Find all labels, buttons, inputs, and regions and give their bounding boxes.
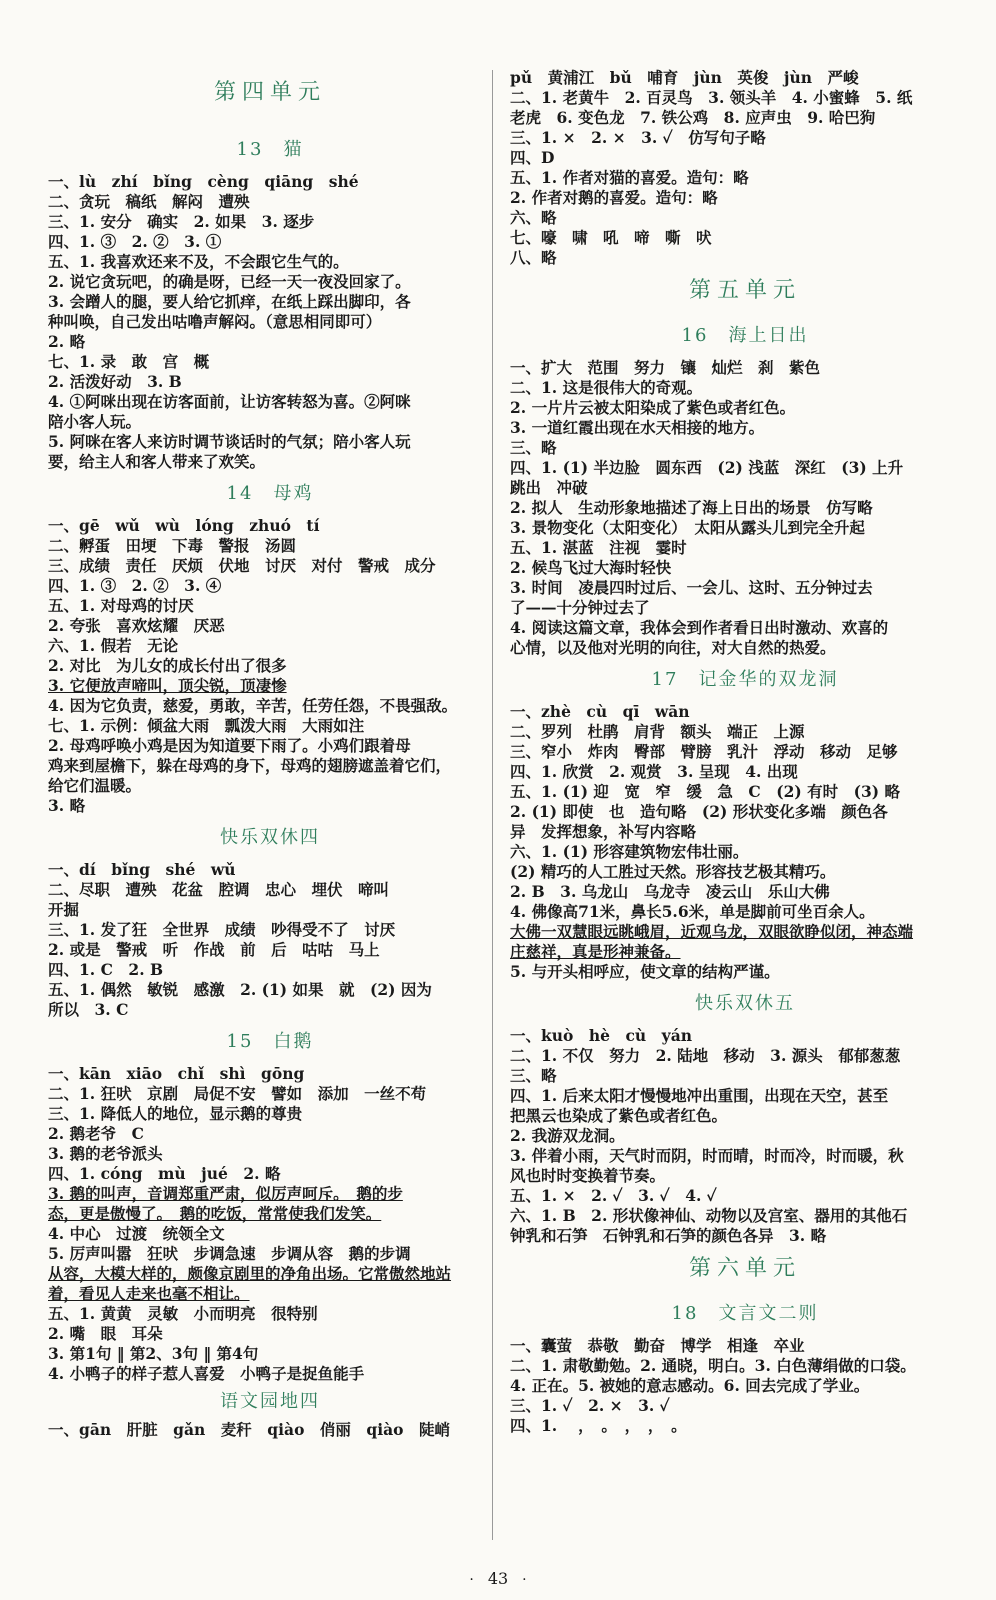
answer-line: 2. 略: [48, 332, 86, 351]
left-column: [0, 0, 492, 1540]
answer-line: 2. 候鸟飞过大海时轻快: [510, 558, 672, 577]
answer-line: 陪小客人玩。: [48, 412, 142, 431]
answer-line: 七、1. 示例：倾盆大雨 瓢泼大雨 大雨如注: [48, 716, 365, 735]
continued-answers: [510, 68, 980, 268]
answer-line: 4. 中心 过渡 统领全文: [48, 1224, 225, 1243]
answer-line: 四、1. ③ 2. ② 3. ④: [48, 576, 222, 595]
answer-line: 七、嚎 啸 吼 啼 嘶 吠: [510, 228, 712, 247]
answer-line: 4. 佛像高71米，鼻长5.6米，单是脚前可坐百余人。: [510, 902, 875, 921]
answer-line: 态，更是傲慢了。 鹅的吃饭，常常使我们发笑。: [48, 1204, 382, 1223]
answer-line: 3. 略: [48, 796, 86, 815]
answer-line: 给它们温暖。: [48, 776, 142, 795]
answer-line: 三、1. ✓ 2. × 3. ✓: [510, 1396, 670, 1415]
answer-line: 二、罗列 杜鹃 肩背 额头 端正 上源: [510, 722, 805, 741]
answer-line: 3. 它便放声啼叫，顶尖锐，顶凄惨: [48, 676, 287, 695]
lesson-17-title: 17 记金华的双龙洞: [651, 669, 839, 690]
answer-line: 三、1. 安分 确实 2. 如果 3. 逐步: [48, 212, 315, 231]
answer-line: 3. 景物变化（太阳变化） 太阳从露头儿到完全升起: [510, 518, 865, 537]
answer-line: 把黑云也染成了紫色或者红色。: [510, 1106, 728, 1125]
answer-line: 二、1. 肃敬勤勉。2. 通晓，明白。3. 白色薄绢做的口袋。: [510, 1356, 916, 1375]
unit-5-title: 第五单元: [688, 278, 801, 303]
answer-line: 二、贪玩 稿纸 解闷 遭殃: [48, 192, 250, 211]
page-dot-left: ·: [469, 1572, 474, 1588]
weekend-5-answers: [510, 1026, 980, 1246]
answer-line: 从容，大模大样的，颇像京剧里的净角出场。它常傲然地站: [48, 1264, 452, 1283]
lesson-16-title: 16 海上日出: [681, 325, 809, 346]
unit-6-title: 第六单元: [688, 1256, 801, 1281]
weekend-5-title: 快乐双休五: [695, 993, 795, 1014]
answer-line: 二、1. 狂吠 京剧 局促不安 譬如 添加 一丝不苟: [48, 1084, 427, 1103]
lesson-15-answers: [48, 1064, 492, 1384]
answer-line: 3. 鹅的叫声，音调郑重严肃，似厉声呵斥。 鹅的步: [48, 1184, 403, 1203]
answer-line: 所以 3. C: [48, 1000, 129, 1019]
answer-line: 一、lù zhí bǐng cèng qiāng shé: [48, 172, 359, 191]
answer-line: 三、略: [510, 438, 557, 457]
answer-line: 三、1. 降低人的地位，显示鹅的尊贵: [48, 1104, 303, 1123]
answer-line: 五、1. 作者对猫的喜爱。造句：略: [510, 168, 749, 187]
answer-line: 二、1. 这是很伟大的奇观。: [510, 378, 703, 397]
answer-line: 2. 母鸡呼唤小鸡是因为知道要下雨了。小鸡们跟着母: [48, 736, 411, 755]
answer-line: 3. 会蹭人的腿，要人给它抓痒，在纸上踩出脚印，各: [48, 292, 411, 311]
answer-line: (2) 精巧的人工胜过天然。形容技艺极其精巧。: [510, 862, 836, 881]
answer-line: 鸡来到屋檐下，躲在母鸡的身下，母鸡的翅膀遮盖着它们，: [48, 756, 452, 775]
page-dot-right: ·: [522, 1572, 527, 1588]
answer-line: 2. 对比 为儿女的成长付出了很多: [48, 656, 287, 675]
answer-line: 四、1. 欣赏 2. 观赏 3. 呈现 4. 出现: [510, 762, 798, 781]
answer-line: 2. 说它贪玩吧，的确是呀，已经一天一夜没回家了。: [48, 272, 411, 291]
answer-line: 二、孵蛋 田埂 下毒 警报 汤圆: [48, 536, 297, 555]
answer-line: 二、1. 老黄牛 2. 百灵鸟 3. 领头羊 4. 小蜜蜂 5. 纸: [510, 88, 913, 107]
answer-line: 4. 正在。5. 被她的意志感动。6. 回去完成了学业。: [510, 1376, 870, 1395]
answer-line: 跳出 冲破: [510, 478, 588, 497]
answer-line: 2. (1) 即使 也 造句略 (2) 形状变化多端 颜色各: [510, 802, 888, 821]
answer-line: 2. 拟人 生动形象地描述了海上日出的场景 仿写略: [510, 498, 873, 517]
answer-line: 六、1. B 2. 形状像神仙、动物以及宫室、器用的其他石: [510, 1206, 908, 1225]
answer-line: 六、略: [510, 208, 557, 227]
answer-line: 七、1. 录 敢 宫 概: [48, 352, 210, 371]
answer-line: 五、1. 黄黄 灵敏 小而明亮 很特别: [48, 1304, 318, 1323]
answer-line: 庄慈祥，真是形神兼备。: [510, 942, 681, 961]
page-number: [0, 1569, 996, 1588]
answer-line: 3. 第1句 ‖ 第2、3句 ‖ 第4句: [48, 1344, 259, 1363]
answer-line: pǔ 黄浦江 bǔ 哺育 jùn 英俊 jùn 严峻: [510, 68, 859, 87]
answer-line: 大佛一双慧眼远眺峨眉，近观乌龙，双眼欲睁似闭，神态端: [510, 922, 914, 941]
lesson-18-answers: [510, 1336, 980, 1436]
column-divider: [492, 70, 493, 1540]
answer-line: 三、略: [510, 1066, 557, 1085]
lesson-14-answers: [48, 516, 492, 816]
lesson-15-title: 15 白鹅: [226, 1031, 314, 1052]
answer-line: 六、1. 假若 无论: [48, 636, 179, 655]
answer-line: 心情，以及他对光明的向往，对大自然的热爱。: [510, 638, 836, 657]
answer-line: 4. 阅读这篇文章，我体会到作者看日出时激动、欢喜的: [510, 618, 889, 637]
answer-line: 四、1. ③ 2. ② 3. ①: [48, 232, 222, 251]
answer-line: 四、1. ， 。 ， ， 。: [510, 1416, 687, 1435]
answer-line: 五、1. (1) 迎 宽 窄 缓 急 C (2) 有时 (3) 略: [510, 782, 900, 801]
answer-line: 2. 嘴 眼 耳朵: [48, 1324, 163, 1343]
lesson-18-title: 18 文言文二则: [671, 1303, 819, 1324]
answer-line: 一、kān xiāo chǐ shì gōng: [48, 1064, 305, 1083]
lesson-16-answers: [510, 358, 980, 658]
answer-line: 2. 活泼好动 3. B: [48, 372, 182, 391]
answer-line: 2. 夸张 喜欢炫耀 厌恶: [48, 616, 225, 635]
answer-line: 2. 鹅老爷 C: [48, 1124, 144, 1143]
answer-line: 三、1. × 2. × 3. ✓ 仿写句子略: [510, 128, 766, 147]
answer-line: 五、1. 我喜欢还来不及，不会跟它生气的。: [48, 252, 349, 271]
answer-line: 种叫唤，自己发出咕噜声解闷。（意思相同即可）: [48, 312, 382, 331]
answer-line: 2. 一片片云被太阳染成了紫色或者红色。: [510, 398, 796, 417]
answer-line: 开掘: [48, 900, 80, 919]
answer-line: 三、成绩 责任 厌烦 伏地 讨厌 对付 警戒 成分: [48, 556, 436, 575]
answer-line: 4. 小鸭子的样子惹人喜爱 小鸭子是捉鱼能手: [48, 1364, 365, 1383]
lesson-14-title: 14 母鸡: [226, 483, 314, 504]
unit-4-title: 第四单元: [213, 80, 326, 105]
answer-line: 5. 与开头相呼应，使文章的结构严谨。: [510, 962, 780, 981]
answer-line: 四、1. cóng mù jué 2. 略: [48, 1164, 281, 1183]
answer-line: 六、1. (1) 形容建筑物宏伟壮丽。: [510, 842, 749, 861]
answer-line: 5. 厉声叫嚣 狂吠 步调急速 步调从容 鹅的步调: [48, 1244, 411, 1263]
answer-line: 了——十分钟过去了: [510, 598, 650, 617]
page-number-value: 43: [487, 1569, 509, 1588]
answer-line: 3. 鹅的老爷派头: [48, 1144, 163, 1163]
answer-line: 2. 或是 警戒 听 作战 前 后 咕咕 马上: [48, 940, 380, 959]
answer-line: 五、1. × 2. ✓ 3. ✓ 4. ✓: [510, 1186, 717, 1205]
answer-line: 三、窄小 炸肉 臀部 臂膀 乳汁 浮动 移动 足够: [510, 742, 898, 761]
answer-line: 四、1. (1) 半边脸 圆东西 (2) 浅蓝 深红 (3) 上升: [510, 458, 904, 477]
answer-line: 风也时时变换着节奏。: [510, 1166, 666, 1185]
answer-line: 八、略: [510, 248, 557, 267]
answer-line: 一、囊萤 恭敬 勤奋 博学 相逢 卒业: [510, 1336, 805, 1355]
answer-line: 异 发挥想象，补写内容略: [510, 822, 697, 841]
answer-line: 3. 伴着小雨，天气时而阴，时而晴，时而冷，时而暖，秋: [510, 1146, 904, 1165]
answer-line: 2. 我游双龙洞。: [510, 1126, 625, 1145]
answer-line: 一、kuò hè cù yán: [510, 1026, 693, 1045]
answer-line: 3. 一道红霞出现在水天相接的地方。: [510, 418, 765, 437]
answer-line: 二、1. 不仅 努力 2. 陆地 移动 3. 源头 郁郁葱葱: [510, 1046, 901, 1065]
weekend-4-answers: [48, 860, 492, 1020]
right-column: [500, 0, 996, 1540]
answer-line: 5. 阿咪在客人来访时调节谈话时的气氛；陪小客人玩: [48, 432, 411, 451]
answer-line: 五、1. 偶然 敏锐 感激 2. (1) 如果 就 (2) 因为: [48, 980, 432, 999]
weekend-4-title: 快乐双休四: [220, 827, 320, 848]
answer-line: 一、zhè cù qī wān: [510, 702, 690, 721]
answer-line: 2. 作者对鹅的喜爱。造句：略: [510, 188, 718, 207]
answer-line: 三、1. 发了狂 全世界 成绩 吵得受不了 讨厌: [48, 920, 396, 939]
answer-line: 四、1. C 2. B: [48, 960, 164, 979]
answer-line: 4. 因为它负责，慈爱，勇敢，辛苦，任劳任怨，不畏强敌。: [48, 696, 458, 715]
answer-line: 一、扩大 范围 努力 镶 灿烂 刹 紫色: [510, 358, 821, 377]
answer-line: 着，看见人走来也毫不相让。: [48, 1284, 250, 1303]
lesson-13-answers: [48, 172, 492, 472]
yuwen-garden-4-title: 语文园地四: [220, 1391, 320, 1412]
answer-line: 3. 时间 凌晨四时过后、一会儿、这时、五分钟过去: [510, 578, 873, 597]
answer-line: 一、gē wǔ wù lóng zhuó tí: [48, 516, 320, 535]
lesson-17-answers: [510, 702, 980, 982]
answer-line: 四、1. 后来太阳才慢慢地冲出重围，出现在天空，甚至: [510, 1086, 889, 1105]
answer-line: 一、dí bǐng shé wǔ: [48, 860, 236, 879]
answer-line: 钟乳和石笋 石钟乳和石笋的颜色各异 3. 略: [510, 1226, 827, 1245]
answer-line: 2. B 3. 乌龙山 乌龙寺 凌云山 乐山大佛: [510, 882, 830, 901]
lesson-13-title: 13 猫: [236, 139, 304, 160]
answer-line: 老虎 6. 变色龙 7. 铁公鸡 8. 应声虫 9. 哈巴狗: [510, 108, 876, 127]
answer-line: 五、1. 对母鸡的讨厌: [48, 596, 194, 615]
answer-line: 二、尽职 遭殃 花盆 腔调 忠心 埋伏 啼叫: [48, 880, 390, 899]
answer-line: 要，给主人和客人带来了欢笑。: [48, 452, 266, 471]
answer-line: 一、gān 肝脏 gǎn 麦秆 qiào 俏丽 qiào 陡峭: [48, 1420, 451, 1439]
answer-line: 五、1. 湛蓝 注视 霎时: [510, 538, 687, 557]
answer-line: 四、D: [510, 148, 555, 167]
answer-line: 4. ①阿咪出现在访客面前，让访客转怒为喜。②阿咪: [48, 392, 411, 411]
